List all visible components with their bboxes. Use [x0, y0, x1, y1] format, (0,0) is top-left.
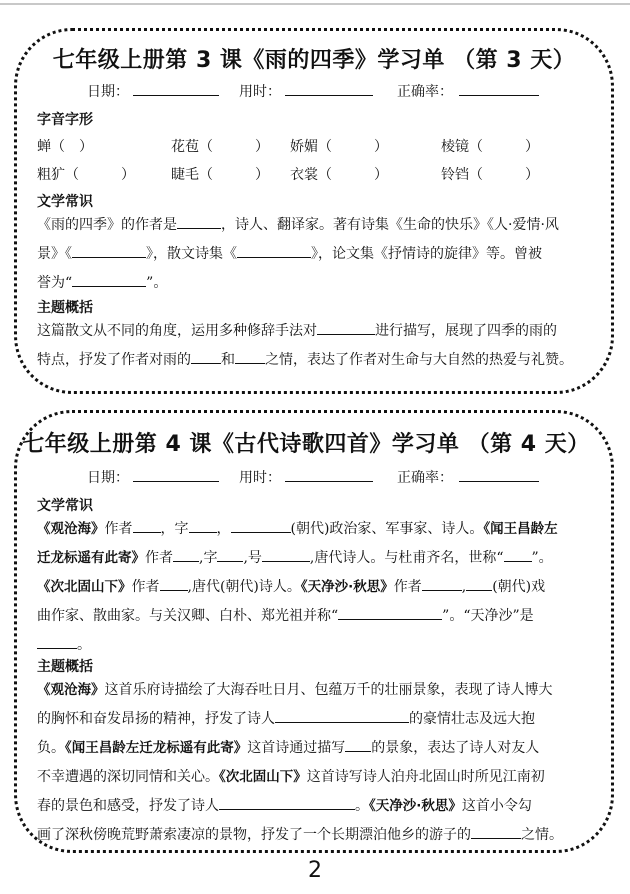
time-field[interactable] [285, 467, 373, 482]
text: 画了深秋傍晚荒野萧索凄凉的景物，抒发了一个长期漂泊他乡的游子的 [37, 827, 471, 843]
pinyin-item: 铃铛（ ） [441, 167, 539, 183]
pinyin-item: 棱镜（ ） [441, 139, 539, 155]
text: 不幸遭遇的深切同情和关心。 [37, 769, 219, 785]
text: (朝代)戏 [492, 579, 546, 595]
poem-title: 《闻王昌龄左 [483, 521, 558, 537]
time-label: 用时： [239, 470, 281, 486]
text: 之情，表达了作者对生命与大自然的热爱与礼赞。 [265, 352, 573, 368]
accuracy-label: 正确率： [397, 84, 453, 100]
blank[interactable] [466, 576, 492, 591]
text: ,号 [243, 550, 262, 566]
text: 》，散文诗集《 [146, 246, 237, 262]
blank-author[interactable] [177, 214, 221, 229]
blank[interactable] [471, 824, 521, 839]
literature-paragraph [37, 515, 597, 660]
accuracy-field[interactable] [459, 81, 539, 96]
text: 负。 [37, 740, 65, 756]
text: 作者 [393, 579, 422, 595]
text: (朝代)政治家、军事家、诗人。 [290, 521, 484, 537]
text: 这首诗写诗人泊舟北固山时所见江南初 [306, 769, 545, 785]
text: 。 [77, 637, 91, 653]
date-field[interactable] [133, 81, 219, 96]
poem-title: 《天净沙·秋思》 [369, 798, 462, 814]
text: 作者 [145, 550, 173, 566]
text: 特点，抒发了作者对雨的 [37, 352, 191, 368]
lesson4-worksheet [14, 410, 614, 853]
text: 进行描写，展现了四季的雨的 [375, 323, 557, 339]
poem-title: 迁龙标遥有此寄》 [37, 550, 145, 566]
poem-title: 《观沧海》 [37, 682, 105, 698]
poem-title: 《观沧海》 [37, 521, 105, 537]
blank-poetry-collection[interactable] [72, 243, 146, 258]
section-heading-literature: 文学常识 [37, 194, 93, 210]
text: 春的景色和感受，抒发了诗人 [37, 798, 219, 814]
lesson3-title: 七年级上册第 3 课《雨的四季》学习单 （第 3 天） [52, 48, 576, 73]
blank-honorific[interactable] [72, 272, 146, 287]
literature-paragraph [37, 211, 597, 298]
blank[interactable] [262, 547, 310, 562]
section-heading-literature: 文学常识 [37, 498, 93, 514]
theme-paragraph [37, 317, 597, 375]
lesson4-title: 七年级上册第 4 课《古代诗歌四首》学习单 （第 4 天） [22, 432, 590, 457]
page-number: 2 [308, 858, 322, 883]
date-label: 日期： [87, 84, 129, 100]
blank[interactable] [422, 576, 462, 591]
text: ， [216, 521, 231, 537]
text: 这首诗通过描写 [247, 740, 346, 756]
page-top-border [0, 3, 630, 5]
text: 》，论文集《抒情诗的旋律》等。曾被 [311, 246, 542, 262]
text: 。 [355, 798, 369, 814]
poem-title: 《次北固山下》 [219, 769, 307, 785]
time-label: 用时： [239, 84, 281, 100]
text: ，字 [160, 521, 189, 537]
date-label: 日期： [87, 470, 129, 486]
blank-emotion-2[interactable] [235, 349, 265, 364]
blank[interactable] [173, 547, 199, 562]
pinyin-item: 睫毛（ ） [171, 167, 269, 183]
blank[interactable] [37, 634, 77, 649]
lesson3-worksheet [14, 28, 614, 394]
poem-title: 《次北固山下》 [37, 579, 132, 595]
accuracy-label: 正确率： [397, 470, 453, 486]
text: 作者 [131, 579, 160, 595]
accuracy-field[interactable] [459, 467, 539, 482]
text: , [461, 579, 467, 595]
text: 之情。 [521, 827, 563, 843]
text: 《雨的四季》的作者是 [37, 217, 177, 233]
text: ,字 [199, 550, 218, 566]
blank[interactable] [275, 708, 409, 723]
section-heading-theme: 主题概括 [37, 300, 93, 316]
pinyin-item: 粗犷（ ） [37, 167, 135, 183]
poem-title: 《天净沙·秋思》 [300, 579, 394, 595]
section-heading-pinyin: 字音字形 [37, 112, 93, 128]
text: ,唐代(朝代)诗人。 [187, 579, 301, 595]
blank[interactable] [160, 576, 188, 591]
text: 的景象，表达了诗人对友人 [371, 740, 540, 756]
blank-emotion-1[interactable] [191, 349, 221, 364]
date-field[interactable] [133, 467, 219, 482]
text: 这首乐府诗描绘了大海吞吐日月、包蕴万千的壮丽景象，表现了诗人博大 [104, 682, 553, 698]
section-heading-theme: 主题概括 [37, 659, 93, 675]
text: ,唐代诗人。与杜甫齐名，世称“ [309, 550, 504, 566]
text: ”。“天净沙”是 [442, 608, 534, 624]
text: 誉为“ [37, 275, 73, 291]
blank[interactable] [231, 518, 291, 533]
theme-paragraph [37, 676, 597, 850]
text: 这篇散文从不同的角度，运用多种修辞手法对 [37, 323, 317, 339]
blank[interactable] [338, 605, 442, 620]
text: 曲作家、散曲家。与关汉卿、白朴、郑光祖并称“ [37, 608, 339, 624]
pinyin-item: 花苞（ ） [171, 139, 269, 155]
text: 和 [221, 352, 235, 368]
blank-description-target[interactable] [317, 320, 375, 335]
text: ”。 [531, 550, 553, 566]
pinyin-item: 蝉（ ） [37, 139, 93, 155]
text: 的胸怀和奋发昂扬的精神，抒发了诗人 [37, 711, 275, 727]
poem-title: 《闻王昌龄左迁龙标遥有此寄》 [65, 740, 248, 756]
text: 景》《 [37, 246, 72, 262]
blank[interactable] [345, 737, 371, 752]
text: 的豪情壮志及远大抱 [409, 711, 535, 727]
time-field[interactable] [285, 81, 373, 96]
text: ，诗人、翻译家。著有诗集《生命的快乐》《人·爱情·风 [221, 217, 559, 233]
blank[interactable] [189, 518, 217, 533]
blank[interactable] [219, 795, 355, 810]
text: 作者 [104, 521, 133, 537]
blank[interactable] [504, 547, 532, 562]
pinyin-item: 娇媚（ ） [290, 139, 388, 155]
blank-prose-collection[interactable] [237, 243, 311, 258]
blank[interactable] [133, 518, 161, 533]
blank[interactable] [217, 547, 243, 562]
text: ”。 [146, 275, 168, 291]
text: 这首小令勾 [461, 798, 532, 814]
pinyin-item: 衣裳（ ） [290, 167, 388, 183]
